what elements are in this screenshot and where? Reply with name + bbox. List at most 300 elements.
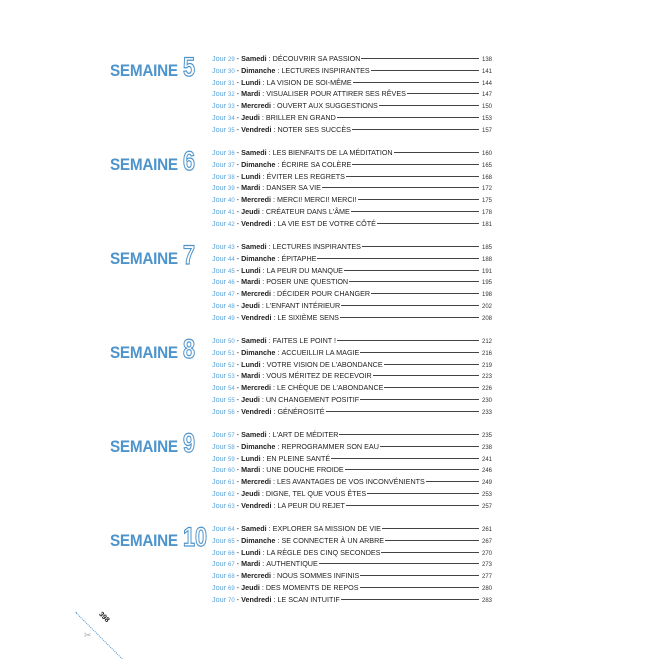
toc-entry[interactable]: [212, 464, 492, 476]
toc-entry[interactable]: [212, 535, 492, 547]
weekday: Jeudi: [241, 112, 260, 122]
week-word: SEMAINE: [110, 249, 178, 268]
colon: :: [271, 289, 276, 298]
day-number: 54: [227, 386, 235, 392]
dot-leader: [360, 575, 479, 576]
entry-title: L'ART DE MÉDITER: [272, 430, 339, 439]
separator: -: [236, 453, 240, 463]
dot-leader: [407, 93, 479, 94]
day-word: Jour: [212, 547, 226, 557]
toc-entry[interactable]: [212, 570, 492, 582]
dot-leader: [317, 258, 479, 259]
day-word: Jour: [212, 500, 226, 510]
entry-title: OUVERT AUX SUGGESTIONS: [277, 101, 378, 110]
separator: -: [236, 430, 240, 439]
dot-leader: [345, 469, 479, 470]
weekday: Dimanche: [241, 441, 276, 451]
day-word: Jour: [212, 101, 226, 110]
day-word: Jour: [212, 347, 226, 357]
week-heading: [110, 52, 198, 82]
weekday: Jeudi: [241, 582, 260, 592]
toc-entry[interactable]: [212, 359, 492, 371]
day-word: Jour: [212, 159, 226, 169]
entry-title: ÉCRIRE SA COLÈRE: [281, 159, 352, 169]
weekday: Dimanche: [241, 253, 276, 263]
entry-title: GÉNÉROSITÉ: [277, 406, 325, 416]
entry-title: ACCUEILLIR LA MAGIE: [281, 347, 360, 357]
separator: -: [236, 89, 240, 99]
entry-title: LE CHÈQUE DE L'ABONDANCE: [277, 383, 384, 392]
separator: -: [236, 441, 240, 451]
weekday: Mercredi: [241, 101, 272, 110]
day-word: Jour: [212, 289, 226, 298]
day-number: 31: [227, 80, 235, 87]
day-number: 70: [227, 597, 235, 604]
toc-entry[interactable]: [212, 312, 492, 324]
entry-title: ÉPITAPHE: [281, 253, 317, 263]
weekday: Mercredi: [241, 289, 272, 298]
separator: -: [236, 406, 240, 416]
dot-leader: [385, 540, 479, 541]
dot-leader: [322, 187, 479, 188]
entry-page: 283: [481, 597, 492, 604]
entry-title: NOUS SOMMES INFINIS: [277, 571, 360, 580]
entry-title: DES MOMENTS DE REPOS: [265, 582, 359, 592]
day-number: 63: [227, 503, 235, 510]
entry-title: LECTURES INSPIRANTES: [281, 65, 370, 75]
dot-leader: [337, 117, 479, 118]
colon: :: [266, 54, 271, 63]
entry-page: 241: [481, 456, 492, 463]
dot-leader: [373, 375, 479, 376]
colon: :: [266, 148, 271, 157]
entry-title: FAITES LE POINT !: [272, 336, 337, 345]
toc-entry[interactable]: [212, 523, 492, 535]
dot-leader: [344, 270, 479, 271]
colon: :: [260, 77, 265, 87]
dot-leader: [346, 505, 479, 506]
day-word: Jour: [212, 371, 226, 381]
entry-page: 178: [481, 209, 492, 216]
day-number: 49: [227, 315, 235, 322]
day-number: 58: [227, 444, 235, 451]
dot-leader: [384, 387, 479, 388]
dot-leader: [358, 199, 479, 200]
entry-page: 208: [481, 315, 492, 322]
separator: -: [236, 124, 240, 134]
toc-entry[interactable]: [212, 206, 492, 218]
toc-entry[interactable]: [212, 429, 492, 441]
separator: -: [236, 54, 240, 63]
day-label: [212, 312, 235, 326]
week-entries: [212, 147, 492, 229]
entry-title: AUTHENTIQUE: [266, 559, 318, 569]
dot-leader: [352, 129, 479, 130]
day-word: Jour: [212, 300, 226, 310]
entry-title: DÉCIDER POUR CHANGER: [277, 289, 371, 298]
dot-leader: [353, 82, 479, 83]
toc-entry[interactable]: [212, 100, 492, 112]
toc-entry[interactable]: [212, 594, 492, 606]
entry-page: 160: [481, 151, 492, 157]
separator: -: [236, 253, 240, 263]
entry-page: 253: [481, 491, 492, 498]
separator: -: [236, 312, 240, 322]
day-number: 45: [227, 268, 235, 275]
entry-title: EXPLORER SA MISSION DE VIE: [272, 524, 381, 533]
entry-page: 219: [481, 362, 492, 369]
dot-leader: [351, 211, 479, 212]
weekday: Vendredi: [241, 218, 272, 228]
separator: -: [236, 488, 240, 498]
day-number: 39: [227, 186, 235, 193]
day-word: Jour: [212, 171, 226, 181]
dot-leader: [319, 563, 479, 564]
day-word: Jour: [212, 594, 226, 604]
colon: :: [260, 559, 265, 569]
weekday: Vendredi: [241, 406, 272, 416]
day-word: Jour: [212, 465, 226, 475]
day-word: Jour: [212, 265, 226, 275]
toc-entry[interactable]: [212, 124, 492, 136]
colon: :: [275, 159, 280, 169]
weekday: Vendredi: [241, 500, 272, 510]
colon: :: [260, 183, 265, 193]
colon: :: [260, 277, 265, 287]
colon: :: [271, 383, 276, 392]
week-number: 7: [183, 240, 196, 270]
entry-title: ÉVITER LES REGRETS: [266, 171, 345, 181]
entry-page: 212: [481, 339, 492, 345]
dot-leader: [360, 399, 479, 400]
weekday: Mardi: [241, 89, 261, 99]
entry-title: LA PEUR DU REJET: [277, 500, 345, 510]
colon: :: [271, 477, 276, 486]
dot-leader: [384, 364, 479, 365]
dot-leader: [371, 293, 479, 294]
day-number: 32: [227, 92, 235, 99]
entry-title: DÉCOUVRIR SA PASSION: [272, 54, 361, 63]
entry-title: NOTER SES SUCCÈS: [277, 124, 351, 134]
day-number: 62: [227, 491, 235, 498]
entry-page: 267: [481, 538, 492, 545]
toc-entry[interactable]: [212, 253, 492, 265]
entry-page: 138: [481, 57, 492, 63]
colon: :: [275, 347, 280, 357]
day-word: Jour: [212, 336, 226, 345]
dot-leader: [337, 340, 479, 341]
day-word: Jour: [212, 359, 226, 369]
toc-entry[interactable]: [212, 382, 492, 394]
day-label: [212, 594, 235, 608]
day-word: Jour: [212, 218, 226, 228]
entry-page: 141: [481, 68, 492, 75]
entry-page: 188: [481, 256, 492, 263]
weekday: Vendredi: [241, 594, 272, 604]
colon: :: [259, 582, 264, 592]
day-number: 51: [227, 350, 235, 357]
day-number: 42: [227, 221, 235, 228]
weekday: Samedi: [241, 54, 267, 63]
entry-page: 246: [481, 468, 492, 475]
day-number: 59: [227, 456, 235, 463]
day-number: 66: [227, 550, 235, 557]
separator: -: [236, 101, 240, 110]
week-heading: [110, 428, 198, 458]
separator: -: [236, 77, 240, 87]
toc-entry[interactable]: [212, 453, 492, 465]
weekday: Lundi: [241, 359, 261, 369]
entry-page: 157: [481, 127, 492, 134]
week-heading: [110, 240, 198, 270]
day-word: Jour: [212, 183, 226, 193]
day-word: Jour: [212, 477, 226, 486]
weekday: Mercredi: [241, 571, 272, 580]
day-number: 46: [227, 280, 235, 287]
entry-page: 233: [481, 409, 492, 416]
separator: -: [236, 547, 240, 557]
dot-leader: [382, 528, 479, 529]
entry-page: 261: [481, 527, 492, 533]
entry-title: DANSER SA VIE: [266, 183, 321, 193]
entry-title: LA RÈGLE DES CINQ SECONDES: [266, 547, 381, 557]
toc-entry[interactable]: [212, 65, 492, 77]
colon: :: [266, 336, 271, 345]
entry-title: LA VIE EST DE VOTRE CÔTÉ: [277, 218, 376, 228]
toc-entry[interactable]: [212, 77, 492, 89]
separator: -: [236, 171, 240, 181]
colon: :: [271, 124, 276, 134]
day-number: 53: [227, 374, 235, 381]
colon: :: [260, 359, 265, 369]
dot-leader: [361, 58, 479, 59]
day-word: Jour: [212, 559, 226, 569]
entry-page: 181: [481, 221, 492, 228]
separator: -: [236, 195, 240, 204]
entry-page: 235: [481, 433, 492, 439]
day-number: 67: [227, 562, 235, 569]
day-number: 64: [227, 527, 235, 533]
colon: :: [260, 89, 265, 99]
weekday: Dimanche: [241, 535, 276, 545]
day-word: Jour: [212, 406, 226, 416]
entry-title: LA VISION DE SOI-MÊME: [266, 77, 352, 87]
entry-page: 195: [481, 280, 492, 287]
weekday: Jeudi: [241, 488, 260, 498]
day-label: [212, 218, 235, 232]
toc-entry[interactable]: [212, 335, 492, 347]
dot-leader: [349, 281, 479, 282]
colon: :: [259, 488, 264, 498]
weekday: Mardi: [241, 183, 261, 193]
colon: :: [266, 242, 271, 251]
day-number: 61: [227, 480, 235, 486]
separator: -: [236, 500, 240, 510]
colon: :: [275, 535, 280, 545]
day-word: Jour: [212, 394, 226, 404]
toc-entry[interactable]: [212, 347, 492, 359]
dot-leader: [341, 305, 479, 306]
entry-title: VOUS MÉRITEZ DE RECEVOIR: [266, 371, 372, 381]
toc-entry[interactable]: [212, 476, 492, 488]
entry-title: LA PEUR DU MANQUE: [266, 265, 343, 275]
weekday: Mardi: [241, 465, 261, 475]
colon: :: [266, 430, 271, 439]
dot-leader: [326, 411, 479, 412]
entry-title: REPROGRAMMER SON EAU: [281, 441, 379, 451]
toc-entry[interactable]: [212, 488, 492, 500]
toc-entry[interactable]: [212, 500, 492, 512]
scissors-icon: ✂: [84, 630, 92, 640]
entry-page: 249: [481, 480, 492, 486]
separator: -: [236, 206, 240, 216]
separator: -: [236, 535, 240, 545]
entry-page: 147: [481, 92, 492, 99]
day-number: 65: [227, 538, 235, 545]
toc-entry[interactable]: [212, 194, 492, 206]
week-entries: [212, 523, 492, 605]
colon: :: [271, 195, 276, 204]
day-number: 56: [227, 409, 235, 416]
entry-page: 172: [481, 186, 492, 193]
day-number: 38: [227, 174, 235, 181]
toc-entry[interactable]: [212, 441, 492, 453]
day-label: [212, 124, 235, 138]
day-word: Jour: [212, 124, 226, 134]
day-number: 30: [227, 68, 235, 75]
weekday: Samedi: [241, 524, 267, 533]
entry-title: CRÉATEUR DANS L'ÂME: [265, 206, 350, 216]
separator: -: [236, 347, 240, 357]
colon: :: [260, 371, 265, 381]
toc-entry[interactable]: [212, 265, 492, 277]
dot-leader: [371, 70, 479, 71]
entry-page: 175: [481, 198, 492, 204]
colon: :: [271, 218, 276, 228]
toc-entry[interactable]: [212, 406, 492, 418]
day-word: Jour: [212, 535, 226, 545]
day-number: 29: [227, 57, 235, 63]
toc-entry[interactable]: [212, 88, 492, 100]
entry-title: VOTRE VISION DE L'ABONDANCE: [266, 359, 383, 369]
entry-title: SE CONNECTER À UN ARBRE: [281, 535, 385, 545]
colon: :: [259, 206, 264, 216]
day-word: Jour: [212, 453, 226, 463]
toc-entry[interactable]: [212, 53, 492, 65]
weekday: Mercredi: [241, 195, 272, 204]
entry-title: LE SIXIÈME SENS: [277, 312, 339, 322]
toc-entry[interactable]: [212, 394, 492, 406]
week-word: SEMAINE: [110, 531, 178, 550]
entry-title: UN CHANGEMENT POSITIF: [265, 394, 360, 404]
separator: -: [236, 383, 240, 392]
colon: :: [259, 112, 264, 122]
day-number: 44: [227, 256, 235, 263]
toc-entry[interactable]: [212, 147, 492, 159]
week-word: SEMAINE: [110, 155, 178, 174]
week-word: SEMAINE: [110, 437, 178, 456]
toc-entry[interactable]: [212, 241, 492, 253]
separator: -: [236, 218, 240, 228]
weekday: Lundi: [241, 453, 261, 463]
toc-entry[interactable]: [212, 300, 492, 312]
week-word: SEMAINE: [110, 343, 178, 362]
day-number: 47: [227, 292, 235, 298]
colon: :: [275, 253, 280, 263]
toc-entry[interactable]: [212, 582, 492, 594]
weekday: Dimanche: [241, 65, 276, 75]
colon: :: [271, 500, 276, 510]
day-word: Jour: [212, 312, 226, 322]
entry-title: LE SCAN INTUITIF: [277, 594, 340, 604]
day-number: 48: [227, 303, 235, 310]
day-word: Jour: [212, 430, 226, 439]
entry-page: 257: [481, 503, 492, 510]
weekday: Jeudi: [241, 206, 260, 216]
dot-leader: [380, 446, 479, 447]
weekday: Mardi: [241, 371, 261, 381]
week-heading: [110, 334, 198, 364]
toc-entry[interactable]: [212, 171, 492, 183]
toc-entry[interactable]: [212, 288, 492, 300]
toc-entry[interactable]: [212, 182, 492, 194]
day-word: Jour: [212, 571, 226, 580]
entry-title: EN PLEINE SANTÉ: [266, 453, 331, 463]
day-number: 37: [227, 162, 235, 169]
weekday: Lundi: [241, 77, 261, 87]
dotted-cut-line: [75, 612, 122, 659]
toc-entry[interactable]: [212, 112, 492, 124]
entry-page: 223: [481, 374, 492, 381]
week-heading: [110, 146, 198, 176]
day-word: Jour: [212, 488, 226, 498]
toc-entry[interactable]: [212, 159, 492, 171]
day-number: 57: [227, 433, 235, 439]
day-number: 40: [227, 198, 235, 204]
colon: :: [275, 441, 280, 451]
colon: :: [271, 406, 276, 416]
entry-title: UNE DOUCHE FROIDE: [266, 465, 344, 475]
separator: -: [236, 112, 240, 122]
entry-page: 230: [481, 397, 492, 404]
entry-page: 153: [481, 115, 492, 122]
week-entries: [212, 53, 492, 135]
toc-entry[interactable]: [212, 547, 492, 559]
dot-leader: [331, 458, 479, 459]
separator: -: [236, 594, 240, 604]
day-word: Jour: [212, 77, 226, 87]
toc-entry[interactable]: [212, 276, 492, 288]
toc-entry[interactable]: [212, 558, 492, 570]
separator: -: [236, 277, 240, 287]
entry-page: 168: [481, 174, 492, 181]
entry-page: 185: [481, 245, 492, 251]
colon: :: [271, 594, 276, 604]
separator: -: [236, 148, 240, 157]
toc-entry[interactable]: [212, 370, 492, 382]
entry-title: LECTURES INSPIRANTES: [272, 242, 361, 251]
day-word: Jour: [212, 242, 226, 251]
day-word: Jour: [212, 195, 226, 204]
toc-entry[interactable]: [212, 218, 492, 230]
weekday: Dimanche: [241, 347, 276, 357]
entry-title: LES BIENFAITS DE LA MÉDITATION: [272, 148, 393, 157]
weekday: Samedi: [241, 430, 267, 439]
dot-leader: [346, 176, 479, 177]
page-footer: [72, 600, 132, 653]
dot-leader: [352, 164, 479, 165]
entry-page: 144: [481, 80, 492, 87]
